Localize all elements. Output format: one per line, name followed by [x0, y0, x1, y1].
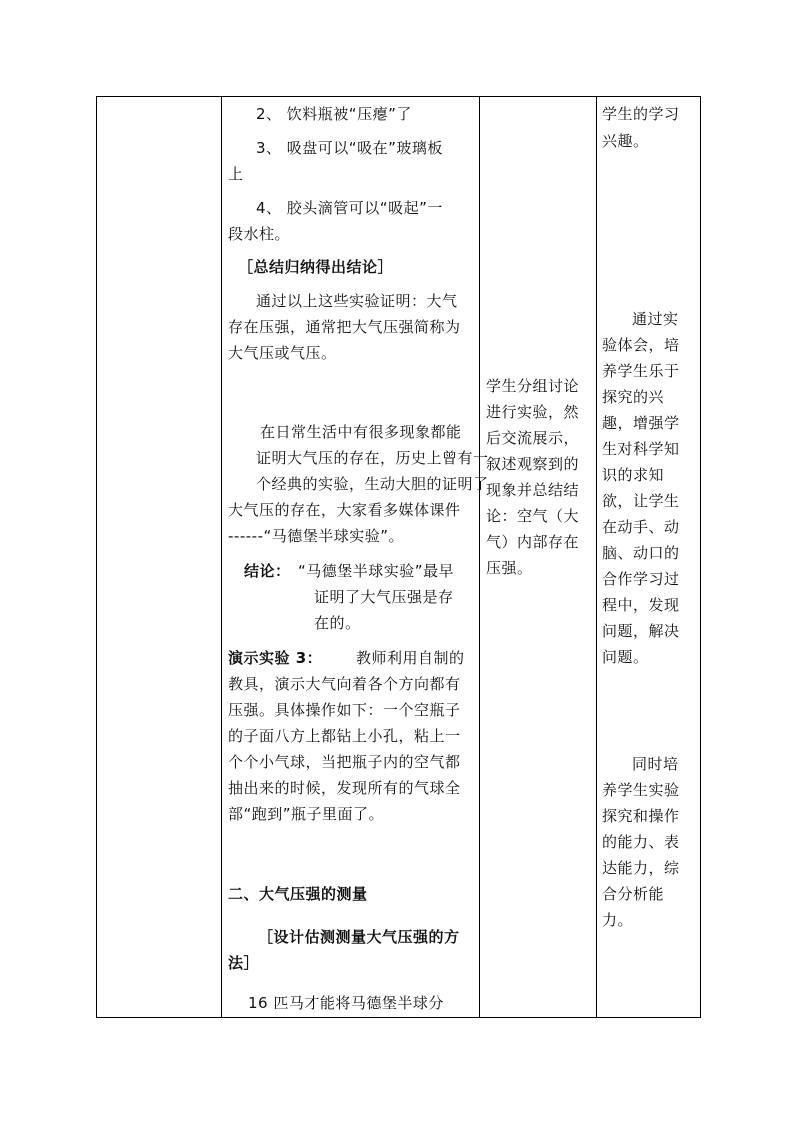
student-activity-cell	[480, 97, 597, 1018]
list-item-2: 2、 饮料瓶被“压瘪”了	[256, 105, 412, 123]
intent-text-line: 探究和操作	[602, 807, 680, 825]
daily-text-line: 个经典的实验，生动大胆的证明了	[256, 475, 489, 493]
intent-text-line: 在动手、动	[602, 518, 680, 536]
conclusion-text-line: “马德堡半球实验”最早	[298, 562, 455, 580]
activity-text-line: 现象并总结结	[486, 481, 580, 499]
table-row	[97, 97, 701, 1018]
demo-text-line: 压强。具体操作如下：一个空瓶子	[228, 701, 461, 719]
lesson-plan-table	[96, 96, 701, 1018]
intent-text-line: 养学生实验	[602, 781, 680, 799]
horses-text-line: 16 匹马才能将马德堡半球分	[248, 994, 444, 1012]
summary-text-line: 大气压或气压。	[228, 344, 337, 362]
conclusion-text-line: 在的。	[314, 614, 361, 632]
intent-text-line: 力。	[602, 911, 634, 929]
design-intent-cell	[597, 97, 701, 1018]
conclusion-label: 结论：	[244, 562, 291, 580]
activity-text-line: 叙述观察到的	[486, 455, 580, 473]
activity-text-line: 进行实验，然	[486, 403, 580, 421]
activity-text-line: 气）内部存在	[486, 533, 580, 551]
intent-text-line: 达能力，综	[602, 859, 680, 877]
demo-text-line: 教师利用自制的	[356, 649, 465, 667]
demo-text-line: 部“跑到”瓶子里面了。	[228, 805, 385, 823]
intent-text-line: 问题。	[602, 648, 649, 666]
intent-text-line: 合作学习过	[602, 570, 680, 588]
intent-text-line: 问题，解决	[602, 622, 680, 640]
teaching-process-cell	[222, 97, 489, 1018]
activity-text-line: 学生分组讨论	[486, 377, 580, 395]
list-item-4: 4、 胶头滴管可以“吸起”一	[256, 199, 443, 217]
list-item-3-cont: 上	[228, 165, 244, 183]
daily-text-line: 在日常生活中有很多现象都能	[260, 423, 462, 441]
intent-text-line: 学生的学习	[602, 105, 680, 123]
intent-text-line: 程中，发现	[602, 596, 680, 614]
intent-text-line: 验体会，培	[602, 336, 680, 354]
intent-text-line: 探究的兴	[602, 388, 665, 406]
intent-text-line: 合分析能	[602, 885, 665, 903]
demo-label: 演示实验 3：	[228, 649, 323, 667]
daily-text-line: ------“马德堡半球实验”。	[228, 527, 405, 545]
daily-text-line: 证明大气压的存在，历史上曾有一	[256, 449, 489, 467]
daily-text-line: 大气压的存在，大家看多媒体课件	[228, 501, 461, 519]
design-heading-line: 法］	[228, 954, 260, 972]
intent-text-line: 通过实	[632, 310, 679, 328]
list-item-3: 3、 吸盘可以“吸在”玻璃板	[256, 139, 443, 157]
demo-text-line: 的子面八方上都钻上小孔，粘上一	[228, 727, 461, 745]
intent-text-line: 同时培	[632, 755, 679, 773]
summary-text-line: 存在压强，通常把大气压强简称为	[228, 318, 461, 336]
summary-heading: ［总结归纳得出结论］	[238, 258, 394, 276]
demo-text-line: 个个小气球，当把瓶子内的空气都	[228, 753, 461, 771]
activity-text-line: 压强。	[486, 559, 533, 577]
empty-column-cell	[97, 97, 222, 1018]
demo-text-line: 教具，演示大气向着各个方向都有	[228, 675, 461, 693]
list-item-4-cont: 段水柱。	[228, 225, 291, 243]
intent-text-line: 欲，让学生	[602, 492, 680, 510]
intent-text-line: 养学生乐于	[602, 362, 680, 380]
summary-text-line: 通过以上这些实验证明：大气	[256, 292, 458, 310]
intent-text-line: 兴趣。	[602, 132, 649, 150]
conclusion-text-line: 证明了大气压强是存	[314, 588, 454, 606]
activity-text-line: 论：空气（大	[486, 507, 580, 525]
intent-text-line: 脑、动口的	[602, 544, 680, 562]
intent-text-line: 的能力、表	[602, 833, 680, 851]
activity-text-line: 后交流展示，	[486, 429, 580, 447]
demo-text-line: 抽出来的时候，发现所有的气球全	[228, 779, 461, 797]
intent-text-line: 识的求知	[602, 466, 665, 484]
design-heading-line: ［设计估测测量大气压强的方	[258, 928, 460, 946]
intent-text-line: 趣，增强学	[602, 414, 680, 432]
intent-text-line: 生对科学知	[602, 440, 680, 458]
section-heading: 二、大气压强的测量	[228, 885, 368, 903]
